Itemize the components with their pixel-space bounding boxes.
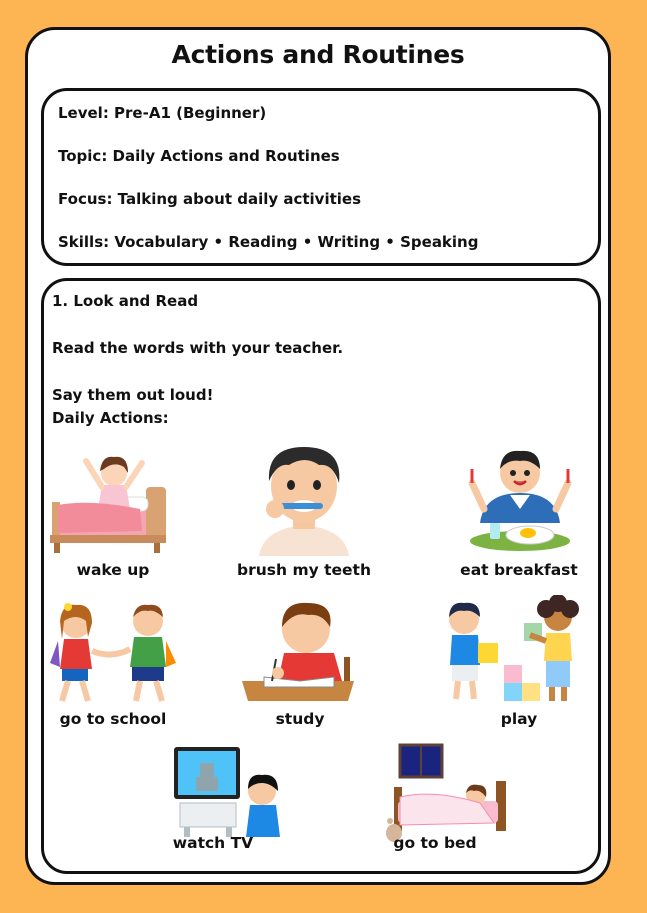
boy-watching-tv-illustration: [166, 743, 286, 847]
daily-actions-heading: Daily Actions:: [52, 409, 169, 427]
lesson-info-box: [41, 88, 601, 266]
level-text: Level: Pre-A1 (Beginner): [58, 104, 267, 122]
boy-studying-illustration: [238, 597, 358, 705]
boy-eating-breakfast-illustration: [464, 443, 576, 553]
action-label: go to school: [59, 710, 167, 728]
action-label: go to bed: [393, 834, 477, 852]
girl-waking-up-in-bed-illustration: [50, 447, 170, 555]
action-label: watch TV: [172, 834, 254, 852]
focus-text: Focus: Talking about daily activities: [58, 190, 362, 208]
boy-brushing-teeth-illustration: [249, 441, 359, 556]
activity-instruction-say: Say them out loud!: [52, 386, 214, 404]
activity-instruction-read: Read the words with your teacher.: [52, 339, 344, 357]
action-label: eat breakfast: [460, 561, 578, 579]
topic-text: Topic: Daily Actions and Routines: [58, 147, 340, 165]
worksheet-page: [25, 27, 611, 885]
activity-heading: 1. Look and Read: [52, 292, 199, 310]
action-label: study: [275, 710, 325, 728]
action-label: brush my teeth: [237, 561, 371, 579]
action-label: play: [500, 710, 538, 728]
page-title: Actions and Routines: [171, 40, 465, 69]
action-label: wake up: [76, 561, 150, 579]
girl-sleeping-in-bed-illustration: [384, 741, 512, 845]
activity-box: [41, 278, 601, 874]
kids-walking-to-school-illustration: [48, 597, 178, 707]
kids-playing-blocks-illustration: [442, 595, 592, 710]
skills-text: Skills: Vocabulary • Reading • Writing • Speaking: [58, 233, 479, 251]
